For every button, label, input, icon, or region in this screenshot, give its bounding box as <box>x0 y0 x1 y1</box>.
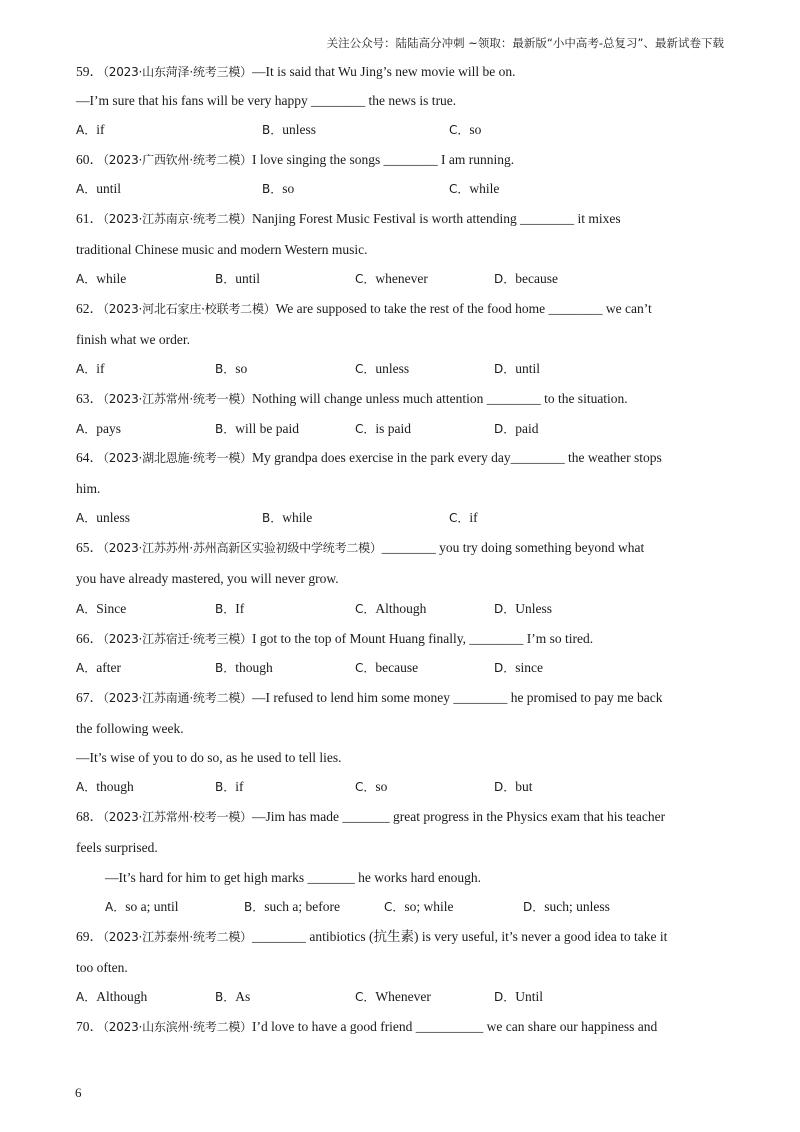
question-number: 60． <box>76 152 103 167</box>
question-text: feels surprised. <box>76 840 158 855</box>
page-header: 关注公众号：陆陆高分冲刺 ~领取：最新版“小中高考-总复习”、最新试卷下载 <box>326 36 724 50</box>
question-stem-continuation <box>76 242 367 258</box>
option-letter: B． <box>215 422 236 436</box>
question-source: （2023·江苏宿迁·统考三模） <box>103 632 252 646</box>
question-number: 61． <box>76 211 103 226</box>
question-text: —It’s hard for him to get high marks _______ he works hard enough. <box>105 870 482 885</box>
option-letter: D． <box>494 422 516 436</box>
option-letter: B． <box>215 602 236 616</box>
option-text: pays <box>96 421 121 436</box>
option-letter: A． <box>76 362 97 376</box>
option-text: since <box>515 660 543 675</box>
question-source: （2023·江苏常州·统考一模） <box>103 392 252 406</box>
question-stem-continuation <box>76 840 158 856</box>
option-letter: C． <box>355 602 376 616</box>
option-letter: C． <box>355 362 376 376</box>
question-source: （2023·湖北恩施·统考一模） <box>103 451 252 465</box>
question-source: （2023·江苏苏州·苏州高新区实验初级中学统考二模） <box>103 541 382 555</box>
option-text: until <box>515 361 541 376</box>
answer-option <box>494 660 543 676</box>
option-text: Whenever <box>375 989 431 1004</box>
answer-option <box>76 989 147 1005</box>
question-text: I love singing the songs ________ I am running. <box>251 152 515 167</box>
question-text: traditional Chinese music and modern Western music. <box>76 242 368 257</box>
option-letter: D． <box>494 272 516 286</box>
answer-option <box>244 899 340 915</box>
option-letter: A． <box>76 661 97 675</box>
question-stem <box>76 152 514 168</box>
option-text: while <box>282 510 313 525</box>
question-text: finish what we order. <box>76 332 190 347</box>
answer-option <box>494 271 558 287</box>
answer-option <box>494 421 539 437</box>
option-letter: D． <box>494 661 516 675</box>
answer-option <box>494 779 533 795</box>
question-source: （2023·江苏泰州·统考二模） <box>103 930 252 944</box>
option-letter: B． <box>215 990 236 1004</box>
question-stem <box>76 211 621 227</box>
option-letter: C． <box>355 422 376 436</box>
answer-option <box>76 601 126 617</box>
option-letter: D． <box>523 900 545 914</box>
question-stem <box>76 631 593 647</box>
question-stem <box>76 391 628 407</box>
question-stem-continuation <box>105 870 481 886</box>
option-text: Since <box>96 601 127 616</box>
answer-option <box>262 510 312 526</box>
option-text: until <box>235 271 260 286</box>
question-number: 67． <box>76 690 103 705</box>
option-text: so <box>469 122 482 137</box>
answer-option <box>215 361 247 377</box>
answer-option <box>494 601 552 617</box>
option-text: If <box>235 601 245 616</box>
option-letter: A． <box>76 123 97 137</box>
question-source: （2023·山东菏泽·统考三模） <box>103 65 252 79</box>
question-stem-continuation <box>76 93 456 109</box>
question-text: him. <box>76 481 101 496</box>
option-text: so; while <box>404 899 454 914</box>
option-text: so <box>282 181 295 196</box>
question-text: the following week. <box>76 721 184 736</box>
answer-option <box>384 899 454 915</box>
option-letter: A． <box>76 422 97 436</box>
question-stem-continuation <box>76 481 100 497</box>
option-letter: B． <box>262 182 283 196</box>
option-letter: D． <box>494 780 516 794</box>
option-letter: A． <box>76 602 97 616</box>
option-text: unless <box>375 361 410 376</box>
option-letter: A． <box>76 990 97 1004</box>
answer-option <box>76 181 121 197</box>
question-text: ________ antibiotics (抗生素) is very useful, it’s never a good idea to take it <box>251 929 668 944</box>
option-letter: B． <box>244 900 265 914</box>
option-text: Although <box>375 601 427 616</box>
answer-option <box>449 510 478 526</box>
question-text: I got to the top of Mount Huang finally, ________ I’m so tired. <box>251 631 594 646</box>
option-letter: B． <box>215 272 236 286</box>
option-letter: C． <box>449 182 470 196</box>
question-number: 63． <box>76 391 103 406</box>
option-letter: B． <box>215 780 236 794</box>
option-text: while <box>96 271 127 286</box>
option-letter: C． <box>449 123 470 137</box>
question-text: —Jim has made _______ great progress in the Physics exam that his teacher <box>251 809 666 824</box>
answer-option <box>76 660 121 676</box>
question-number: 62． <box>76 301 103 316</box>
question-stem-continuation <box>76 571 339 587</box>
answer-option <box>105 899 178 915</box>
answer-option <box>76 361 104 377</box>
question-stem-continuation <box>76 960 128 976</box>
question-text: —It is said that Wu Jing’s new movie will be on. <box>251 64 516 79</box>
question-stem <box>76 929 667 945</box>
option-letter: D． <box>494 990 516 1004</box>
option-text: if <box>469 510 478 525</box>
question-text: too often. <box>76 960 128 975</box>
option-text: As <box>235 989 251 1004</box>
answer-option <box>215 779 243 795</box>
answer-option <box>355 361 409 377</box>
option-letter: D． <box>494 602 516 616</box>
question-number: 70． <box>76 1019 103 1034</box>
answer-option <box>76 271 126 287</box>
option-text: so a; until <box>125 899 179 914</box>
option-letter: A． <box>105 900 126 914</box>
answer-option <box>215 271 260 287</box>
question-stem <box>76 809 665 825</box>
answer-option <box>76 122 104 138</box>
option-letter: A． <box>76 182 97 196</box>
question-stem <box>76 64 516 80</box>
question-number: 69． <box>76 929 103 944</box>
question-stem <box>76 301 652 317</box>
answer-option <box>262 122 316 138</box>
option-letter: A． <box>76 272 97 286</box>
answer-option <box>355 989 431 1005</box>
answer-option <box>355 271 428 287</box>
question-number: 66． <box>76 631 103 646</box>
answer-option <box>355 601 426 617</box>
question-source: （2023·广西钦州·统考二模） <box>103 153 252 167</box>
question-text: —I’m sure that his fans will be very happy ________ the news is true. <box>76 93 457 108</box>
question-text: you have already mastered, you will never grow. <box>76 571 339 586</box>
option-text: whenever <box>375 271 428 286</box>
answer-option <box>494 361 540 377</box>
answer-option <box>449 181 499 197</box>
question-text: I’d love to have a good friend __________ we can share our happiness and <box>251 1019 658 1034</box>
question-text: —I refused to lend him some money ________ he promised to pay me back <box>251 690 663 705</box>
option-letter: C． <box>355 661 376 675</box>
question-text: ________ you try doing something beyond what <box>381 540 645 555</box>
option-letter: C． <box>355 780 376 794</box>
option-text: will be paid <box>235 421 299 436</box>
option-letter: D． <box>494 362 516 376</box>
option-text: so <box>375 779 388 794</box>
question-number: 68． <box>76 809 103 824</box>
answer-option <box>76 779 134 795</box>
option-text: Although <box>96 989 148 1004</box>
answer-option <box>76 510 130 526</box>
answer-option <box>215 421 299 437</box>
option-text: until <box>96 181 121 196</box>
answer-option <box>523 899 610 915</box>
option-letter: C． <box>355 272 376 286</box>
option-text: while <box>469 181 500 196</box>
option-text: after <box>96 660 121 675</box>
question-number: 64． <box>76 450 103 465</box>
question-source: （2023·河北石家庄·校联考二模） <box>103 302 276 316</box>
option-text: if <box>235 779 244 794</box>
option-letter: C． <box>355 990 376 1004</box>
option-text: though <box>235 660 273 675</box>
question-number: 65． <box>76 540 103 555</box>
question-stem-continuation <box>76 332 190 348</box>
question-stem <box>76 540 644 556</box>
option-text: but <box>515 779 533 794</box>
answer-option <box>215 601 244 617</box>
option-letter: B． <box>215 362 236 376</box>
option-text: such; unless <box>544 899 610 914</box>
question-text: Nothing will change unless much attention ________ to the situation. <box>251 391 628 406</box>
question-text: Nanjing Forest Music Festival is worth attending ________ it mixes <box>251 211 621 226</box>
answer-option <box>355 421 411 437</box>
question-stem <box>76 690 663 706</box>
option-text: because <box>515 271 558 286</box>
answer-option <box>494 989 543 1005</box>
option-text: Until <box>515 989 544 1004</box>
answer-option <box>76 421 121 437</box>
option-text: if <box>96 122 105 137</box>
question-text: We are supposed to take the rest of the food home ________ we can’t <box>275 301 652 316</box>
option-letter: A． <box>76 780 97 794</box>
question-text: —It’s wise of you to do so, as he used to tell lies. <box>76 750 342 765</box>
option-text: unless <box>96 510 130 525</box>
option-text: Unless <box>515 601 552 616</box>
question-source: （2023·江苏南通·统考二模） <box>103 691 252 705</box>
answer-option <box>449 122 481 138</box>
option-letter: C． <box>449 511 470 525</box>
answer-option <box>355 779 387 795</box>
option-letter: B． <box>215 661 236 675</box>
question-source: （2023·江苏常州·校考一模） <box>103 810 252 824</box>
option-letter: B． <box>262 123 283 137</box>
option-text: if <box>96 361 105 376</box>
question-stem <box>76 450 662 466</box>
question-stem <box>76 1019 657 1035</box>
answer-option <box>215 989 250 1005</box>
option-letter: B． <box>262 511 283 525</box>
answer-option <box>262 181 294 197</box>
option-text: though <box>96 779 134 794</box>
option-text: unless <box>282 122 316 137</box>
option-text: is paid <box>375 421 412 436</box>
option-text: such a; before <box>264 899 340 914</box>
question-number: 59． <box>76 64 103 79</box>
page-number: 6 <box>75 1085 82 1100</box>
question-stem-continuation <box>76 750 341 766</box>
option-letter: A． <box>76 511 97 525</box>
question-text: My grandpa does exercise in the park every day________ the weather stops <box>251 450 662 465</box>
question-source: （2023·山东滨州·统考二模） <box>103 1020 252 1034</box>
option-text: paid <box>515 421 539 436</box>
question-source: （2023·江苏南京·统考二模） <box>103 212 252 226</box>
option-text: so <box>235 361 248 376</box>
answer-option <box>215 660 273 676</box>
option-letter: C． <box>384 900 405 914</box>
question-stem-continuation <box>76 721 184 737</box>
option-text: because <box>375 660 419 675</box>
answer-option <box>355 660 418 676</box>
